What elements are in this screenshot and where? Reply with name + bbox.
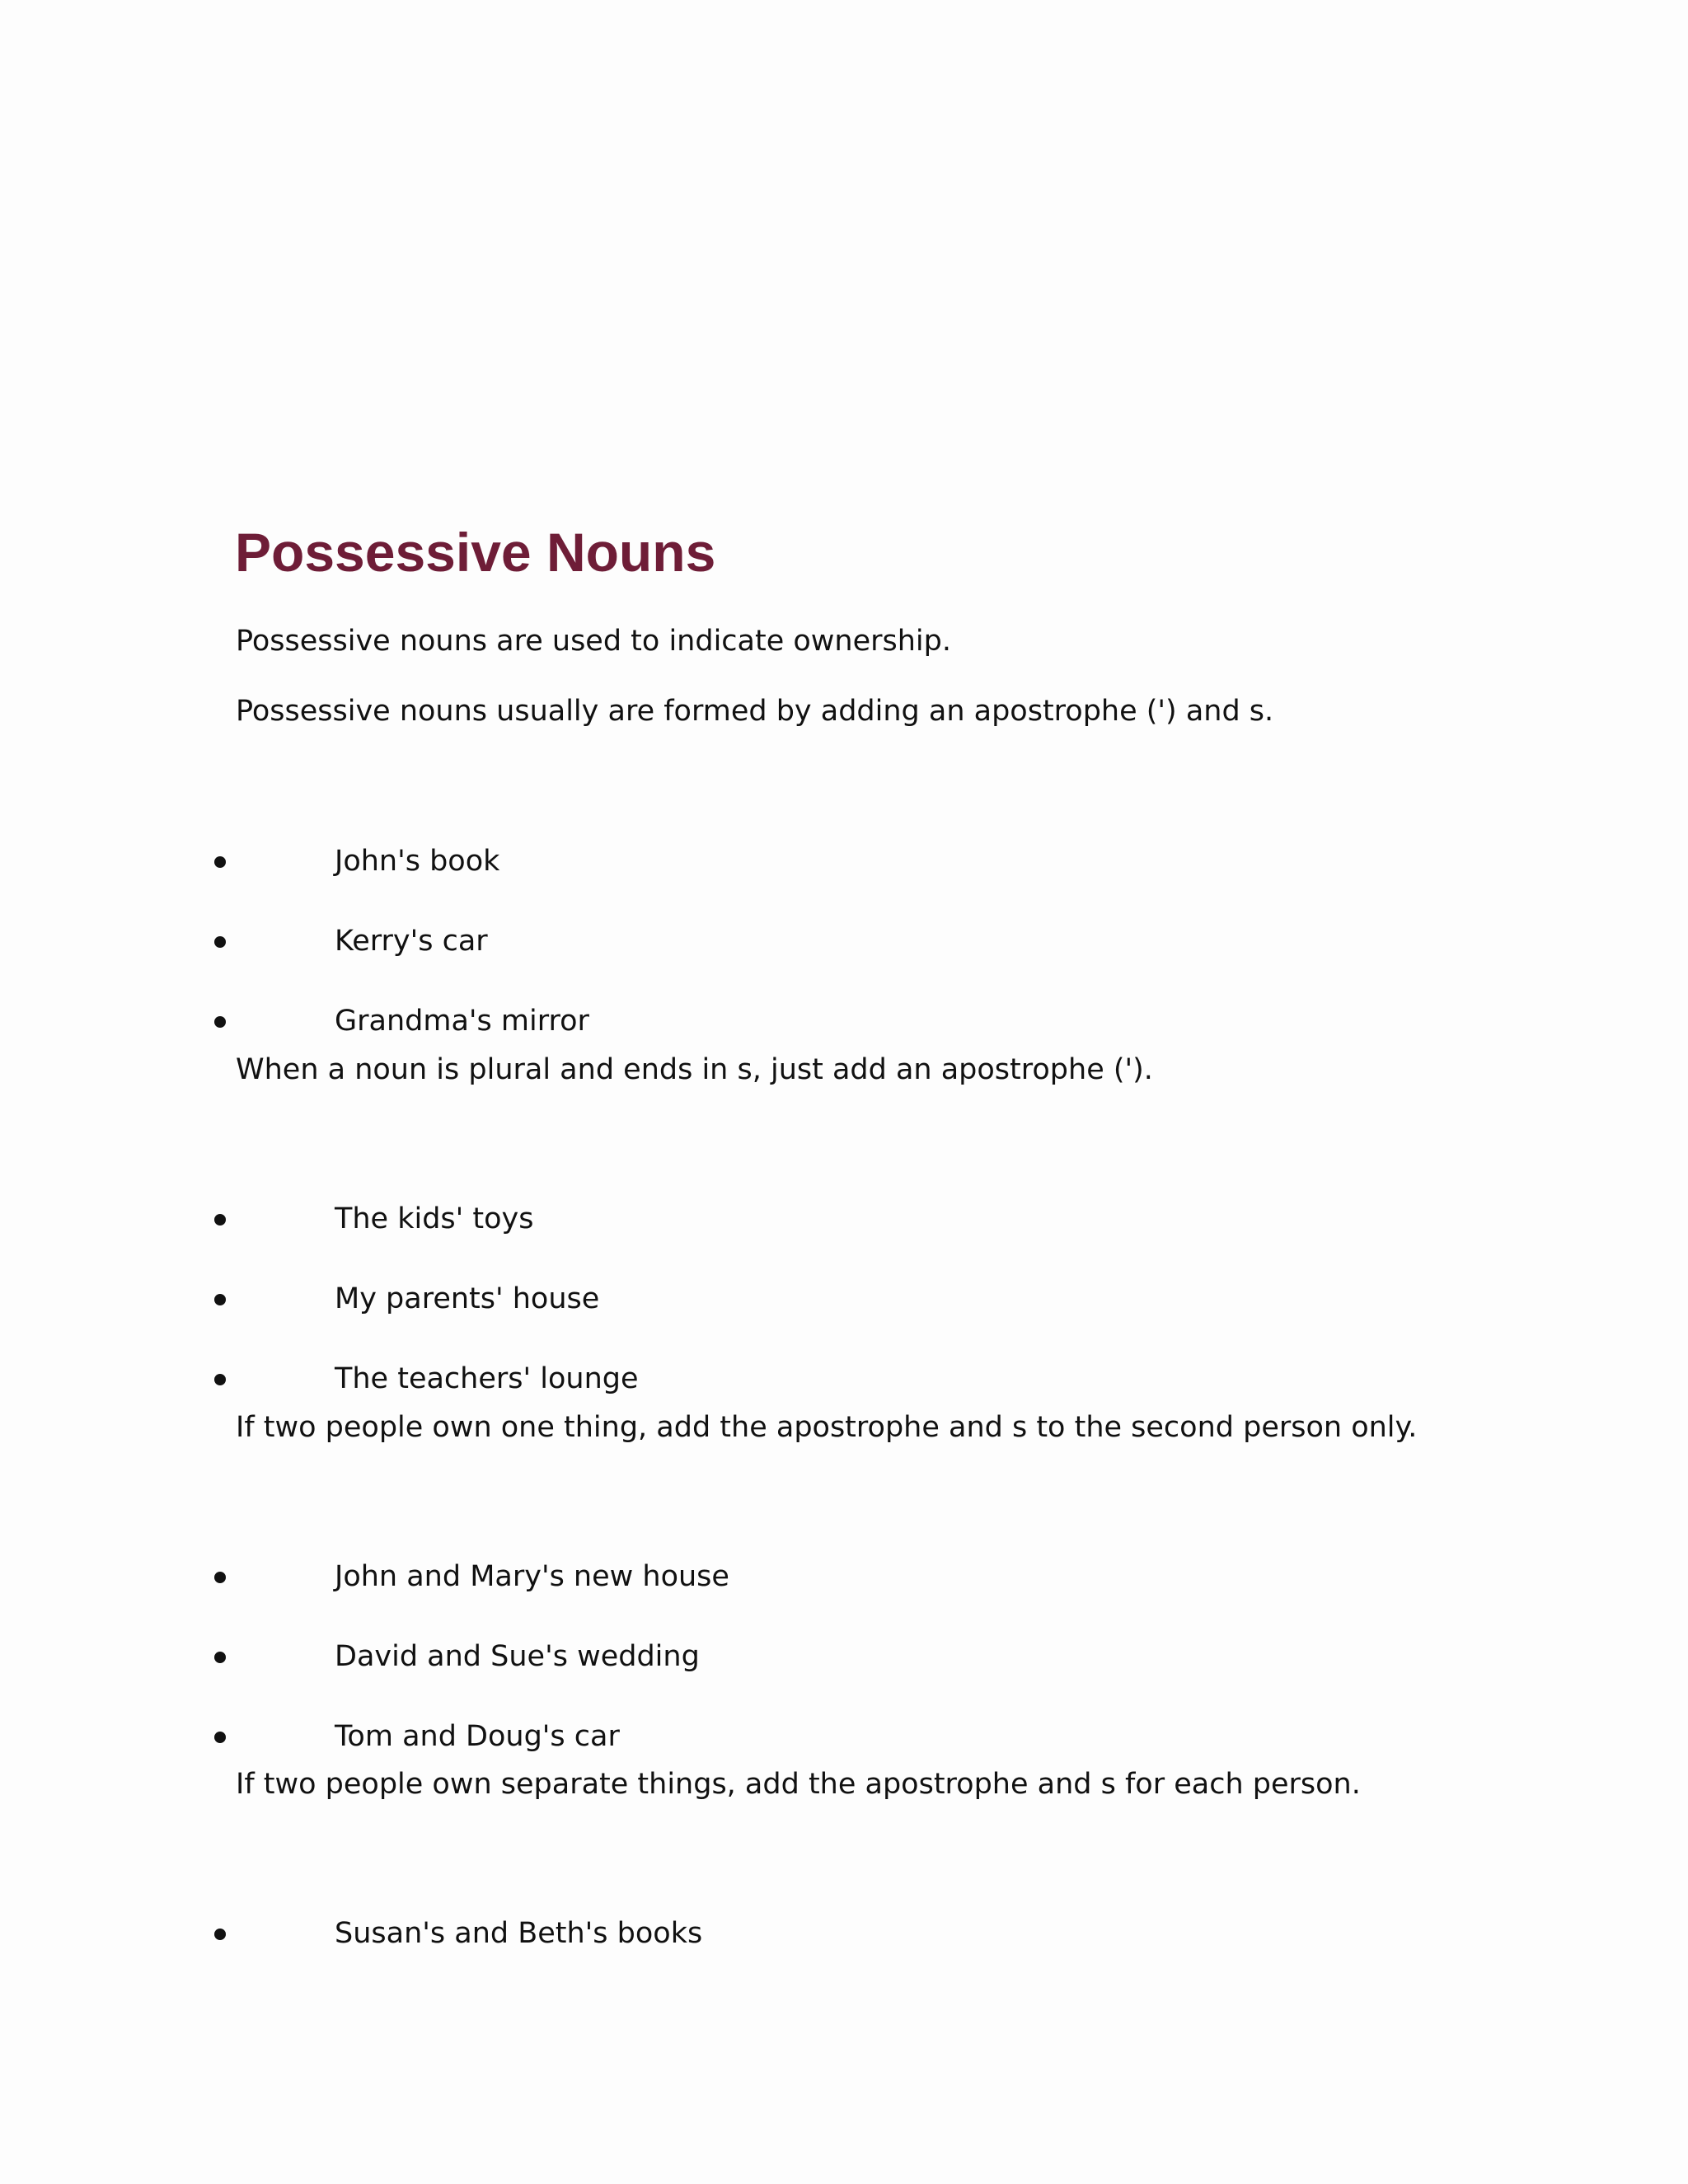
bullet-dot [214, 856, 226, 868]
bullet-dot [214, 1016, 226, 1028]
bullet-dot [214, 936, 226, 948]
bullet-dot [214, 1732, 226, 1743]
bullet-dot [214, 1374, 226, 1385]
list-item: Tom and Doug's car [335, 1720, 620, 1753]
list-item: The teachers' lounge [335, 1362, 639, 1395]
list-item: My parents' house [335, 1282, 600, 1315]
list-item: John and Mary's new house [335, 1560, 729, 1593]
rule-paragraph: If two people own separate things, add the apostrophe and s for each person. [236, 1768, 1361, 1801]
bullet-dot [214, 1294, 226, 1305]
intro-paragraph: Possessive nouns are used to indicate ownership. [236, 625, 951, 658]
list-item: Kerry's car [335, 925, 488, 958]
list-item: Grandma's mirror [335, 1005, 589, 1038]
page-title: Possessive Nouns [235, 522, 716, 583]
bullet-dot [214, 1652, 226, 1663]
list-item: David and Sue's wedding [335, 1640, 700, 1673]
rule-paragraph: If two people own one thing, add the apostrophe and s to the second person only. [236, 1411, 1418, 1444]
list-item: The kids' toys [335, 1202, 534, 1235]
list-item: Susan's and Beth's books [335, 1917, 703, 1950]
bullet-dot [214, 1572, 226, 1583]
intro-paragraph: Possessive nouns usually are formed by adding an apostrophe (') and s. [236, 695, 1274, 728]
list-item: John's book [335, 845, 500, 878]
bullet-dot [214, 1929, 226, 1940]
bullet-dot [214, 1214, 226, 1226]
rule-paragraph: When a noun is plural and ends in s, just add an apostrophe ('). [236, 1053, 1153, 1086]
